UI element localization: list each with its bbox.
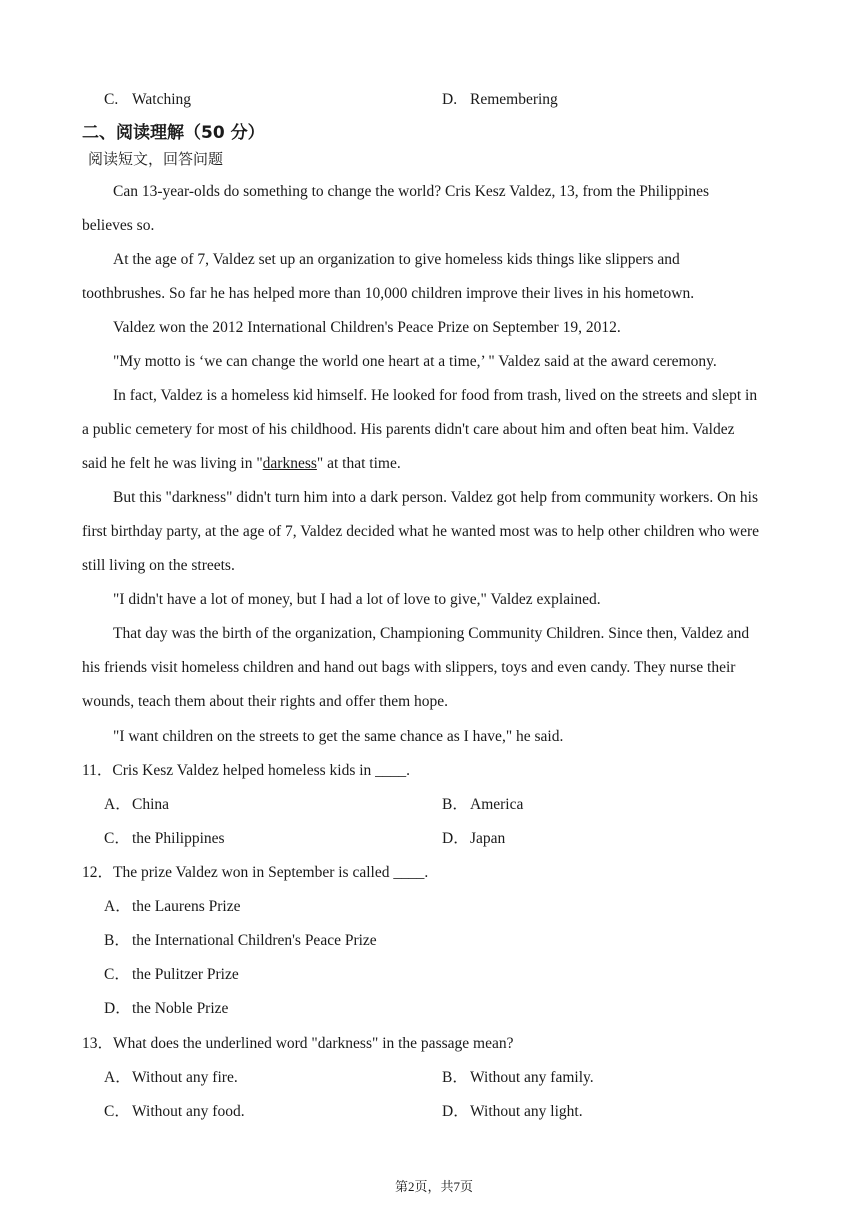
question-11-option-d[interactable]: D．Japan (442, 830, 506, 847)
question-11-option-b[interactable]: B． America (442, 796, 524, 813)
passage-line: Can 13-year-olds do something to change the world? Cris Kesz Valdez, 13, from the Philippines (113, 183, 710, 200)
underlined-word: darkness (262, 455, 317, 472)
page-number: 第2页，共7页 (394, 1179, 473, 1194)
question-13-option-c[interactable]: C． Without any food. (104, 1103, 245, 1120)
passage-line: In fact, Valdez is a homeless kid himself. He looked for food from trash, lived on the streets and slept in (113, 387, 758, 404)
prev-option-c: C. Watching (104, 91, 192, 108)
passage-line: toothbrushes. So far he has helped more than 10,000 children improve their lives in his hometown. (82, 285, 695, 302)
question-12-stem: 12．The prize Valdez won in September is called ____. (82, 864, 429, 881)
passage-line: a public cemetery for most of his childhood. His parents didn't care about him and often beat him. Valdez (82, 421, 735, 438)
question-13-option-a[interactable]: A．Without any fire. (104, 1069, 238, 1086)
question-12-option-c[interactable]: C． the Pulitzer Prize (104, 966, 239, 983)
passage-line: But this "darkness" didn't turn him into a dark person. Valdez got help from community workers. On his (113, 489, 758, 506)
passage-line: his friends visit homeless children and hand out bags with slippers, toys and even candy. They nurse their (82, 659, 736, 676)
passage-line: That day was the birth of the organization, Championing Community Children. Since then, Valdez and (113, 625, 750, 642)
question-11-option-c[interactable]: C． the Philippines (104, 830, 225, 847)
question-12-option-a[interactable]: A．the Laurens Prize (104, 898, 241, 915)
question-11-stem: 11．Cris Kesz Valdez helped homeless kids in ____. (82, 762, 411, 779)
passage-line: "My motto is ‘we can change the world one heart at a time,’ " Valdez said at the award ceremony. (113, 353, 717, 370)
question-13-option-d[interactable]: D．Without any light. (442, 1103, 583, 1120)
passage-line: still living on the streets. (82, 557, 235, 574)
passage-line: Valdez won the 2012 International Children's Peace Prize on September 19, 2012. (113, 319, 621, 336)
section-instruction: 阅读短文，回答问题 (88, 150, 224, 168)
passage-line: "I didn't have a lot of money, but I had a lot of love to give," Valdez explained. (113, 591, 601, 608)
question-11-option-a[interactable]: A．China (104, 796, 170, 813)
passage-line: At the age of 7, Valdez set up an organization to give homeless kids things like slippers and (113, 251, 680, 268)
question-13-option-b[interactable]: B． Without any family. (442, 1069, 594, 1086)
question-12-option-d[interactable]: D．the Noble Prize (104, 1000, 229, 1017)
passage-line: "I want children on the streets to get the same chance as I have," he said. (113, 728, 564, 745)
prev-option-d: D. Remembering (442, 91, 558, 108)
section-title: 二、阅读理解（50 分） (82, 123, 265, 143)
passage-line: first birthday party, at the age of 7, Valdez decided what he wanted most was to help other children who were (82, 523, 760, 540)
passage-line: wounds, teach them about their rights and offer them hope. (82, 693, 449, 710)
question-12-option-b[interactable]: B． the International Children's Peace Prize (104, 932, 377, 949)
question-13-stem: 13．What does the underlined word "darkness" in the passage mean? (82, 1035, 514, 1052)
passage-line: said he felt he was living in "darkness" at that time. (82, 455, 401, 472)
passage-line: believes so. (82, 217, 155, 234)
